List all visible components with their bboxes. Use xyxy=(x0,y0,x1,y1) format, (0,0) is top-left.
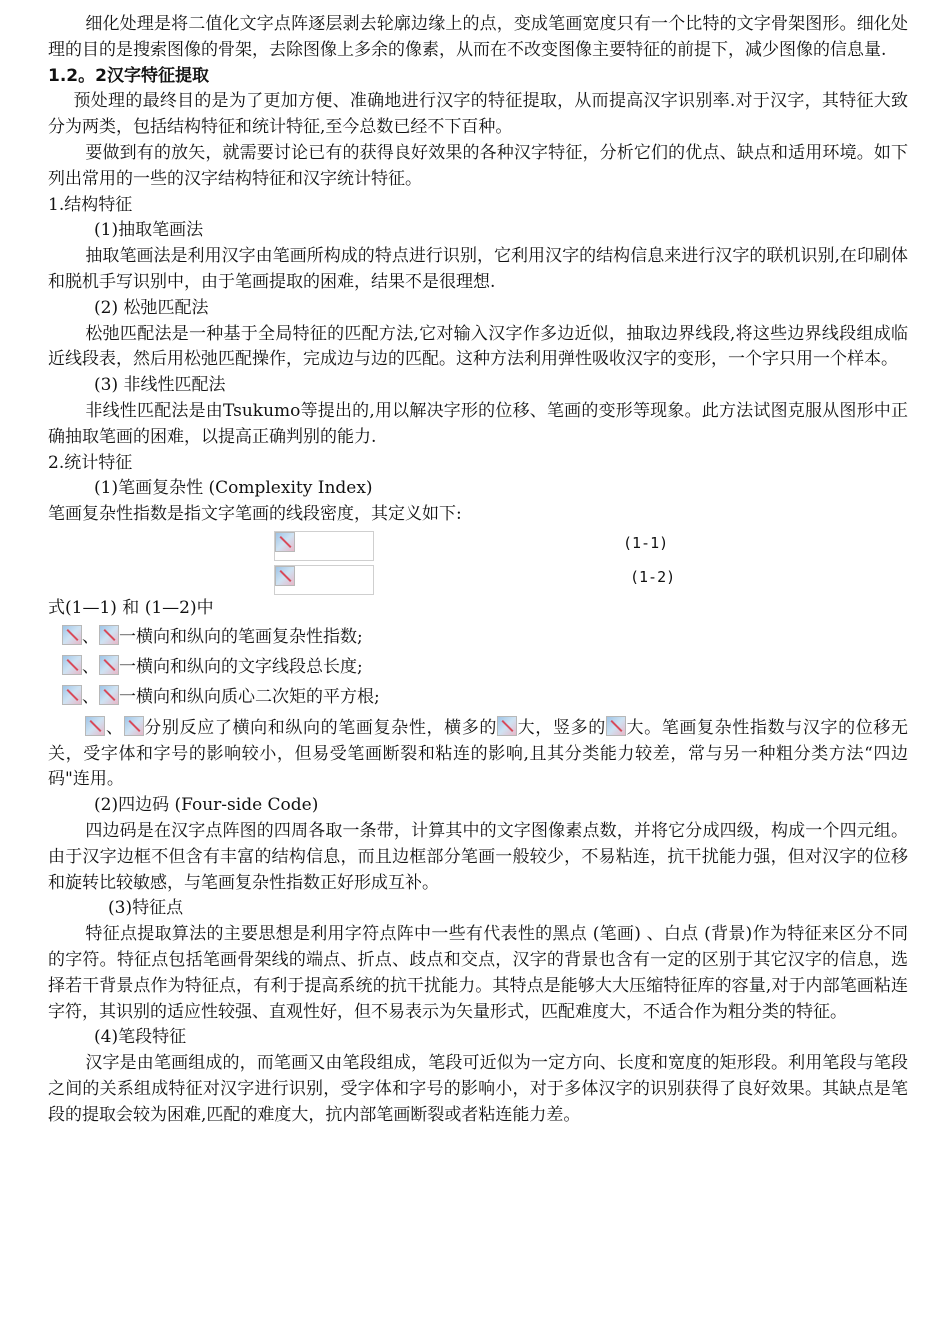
paragraph-complexity-explanation: 、 分别反应了横向和纵向的笔画复杂性，横多的 大，竖多的 大。笔画复杂性指数与汉字的位移无关，受字体和字号的影响较小，但易受笔画断裂和粘连的影响,且其分类能力较差，常与另一种粗分类方法“四边码"连用。 xyxy=(48,717,909,790)
subheading-four-side-code: (2)四边码 (Four-side Code) xyxy=(94,795,319,816)
broken-image-icon xyxy=(275,532,295,552)
paragraph-preprocessing: 预处理的最终目的是为了更加方便、准确地进行汉字的特征提取，从而提高汉字识别率.对于汉字，其特征大致分为两类，包括结构特征和统计特征,至今总数已经不下百种。 xyxy=(48,91,908,138)
paragraph-stroke-extraction: 抽取笔画法是利用汉字由笔画所构成的特点进行识别，它利用汉字的结构信息来进行汉字的联机识别,在印刷体和脱机手写识别中，由于笔画提取的困难，结果不是很理想. xyxy=(48,246,908,292)
definition-segment-length: 、 一横向和纵向的文字线段总长度; xyxy=(62,652,908,682)
equation-number: (1-2) xyxy=(630,567,676,586)
paragraph-stroke-segment: 汉字是由笔画组成的，而笔画又由笔段组成，笔段可近似为一定方向、长度和宽度的矩形段。利用笔段与笔段之间的关系组成特征对汉字进行识别，受字体和字号的影响小，对于多体汉字的识别获得了良好效果。其缺点是笔段的提取会较为困难,匹配的难度大，抗内部笔画断裂或者粘连能力差。 xyxy=(48,1053,908,1125)
subheading-feature-points: (3)特征点 xyxy=(108,898,184,919)
subheading-stroke-extraction: (1)抽取笔画法 xyxy=(94,220,204,241)
broken-image-icon xyxy=(275,566,295,586)
paragraph-where: 式(1—1) 和 (1—2)中 xyxy=(48,597,214,618)
equation-image xyxy=(274,531,374,561)
broken-image-icon xyxy=(85,716,105,736)
subheading-stroke-segment: (4)笔段特征 xyxy=(94,1027,187,1048)
equation-image xyxy=(274,565,374,595)
subheading-nonlinear-matching: (3) 非线性匹配法 xyxy=(94,375,226,396)
definition-complexity-index: 、 一横向和纵向的笔画复杂性指数; xyxy=(62,622,908,652)
paragraph-features-overview: 要做到有的放矢，就需要讨论已有的获得良好效果的各种汉字特征，分析它们的优点、缺点和适用环境。如下列出常用的一些的汉字结构特征和汉字统计特征。 xyxy=(48,142,908,189)
equation-1-1 xyxy=(48,528,908,562)
broken-image-icon xyxy=(606,716,626,736)
symbol-definitions xyxy=(48,622,908,712)
broken-image-icon xyxy=(99,655,119,675)
broken-image-icon xyxy=(62,685,82,705)
section-heading-1-2-2: 1.2。2汉字特征提取 xyxy=(48,65,209,86)
paragraph-four-side-code: 四边码是在汉字点阵图的四周各取一条带，计算其中的文字图像素点数，并将它分成四级，构成一个四元组。由于汉字边框不但含有丰富的结构信息，而且边框部分笔画一般较少，不易粘连，抗干扰能力强，但对汉字的位移和旋转比较敏感，与笔画复杂性指数正好形成互补。 xyxy=(48,820,908,893)
subheading-relaxation-matching: (2) 松弛匹配法 xyxy=(94,297,209,318)
definition-second-moment: 、 一横向和纵向质心二次矩的平方根; xyxy=(62,682,908,712)
subheading-structural-features: 1.结构特征 xyxy=(48,194,133,215)
broken-image-icon xyxy=(497,716,517,736)
broken-image-icon xyxy=(124,716,144,736)
equation-1-2 xyxy=(48,562,908,596)
broken-image-icon xyxy=(99,625,119,645)
paragraph-nonlinear-matching: 非线性匹配法是由Tsukumo等提出的,用以解决字形的位移、笔画的变形等现象。此方法试图克服从图形中正确抽取笔画的困难，以提高正确判别的能力. xyxy=(48,400,908,447)
paragraph-feature-points: 特征点提取算法的主要思想是利用字符点阵中一些有代表性的黑点 (笔画) 、白点 (背景)作为特征来区分不同的字符。特征点包括笔画骨架线的端点、折点、歧点和交点，汉字的背景也含有一定的区别于其它汉字的信息，选择若干背景点作为特征点，有利于提高系统的抗干扰能力。其特点是能够大大压缩特征库的容量,对于内部笔画粘连字符，其识别的适应性较强、直观性好，但不易表示为矢量形式，匹配难度大，不适合作为粗分类的特征。 xyxy=(48,924,908,1022)
broken-image-icon xyxy=(62,625,82,645)
broken-image-icon xyxy=(99,685,119,705)
document-page xyxy=(48,12,908,1128)
paragraph-thinning: 细化处理是将二值化文字点阵逐层剥去轮廓边缘上的点，变成笔画宽度只有一个比特的文字骨架图形。细化处理的目的是搜索图像的骨架，去除图像上多余的像素，从而在不改变图像主要特征的前提下，减少图像的信息量. xyxy=(48,14,908,60)
subheading-complexity-index: (1)笔画复杂性 (Complexity Index) xyxy=(94,478,373,499)
subheading-statistical-features: 2.统计特征 xyxy=(48,452,133,473)
broken-image-icon xyxy=(62,655,82,675)
paragraph-complexity-definition: 笔画复杂性指数是指文字笔画的线段密度，其定义如下: xyxy=(48,504,462,525)
equation-number: (1-1) xyxy=(623,533,669,552)
paragraph-relaxation-matching: 松弛匹配法是一种基于全局特征的匹配方法,它对输入汉字作多边近似，抽取边界线段,将这些边界线段组成临近线段表，然后用松弛匹配操作，完成边与边的匹配。这种方法利用弹性吸收汉字的变形，一个字只用一个样本。 xyxy=(48,323,908,370)
